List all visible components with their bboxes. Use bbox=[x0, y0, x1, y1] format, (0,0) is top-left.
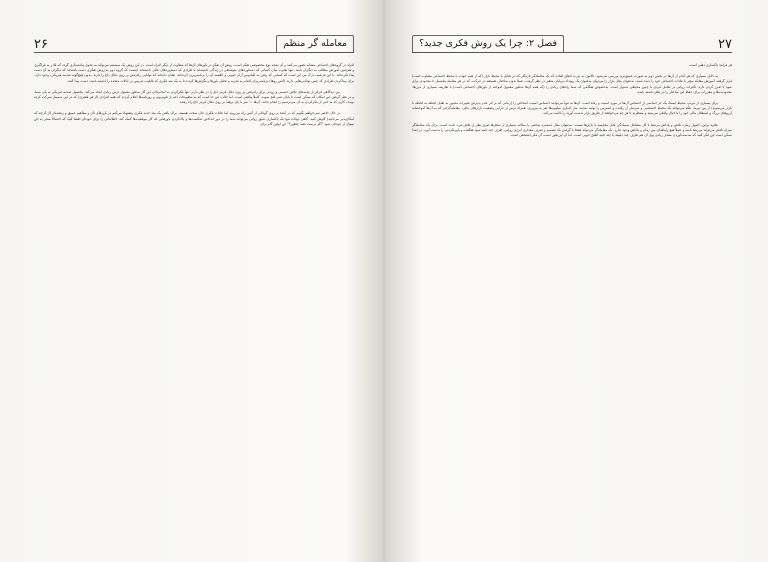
left-running-title-frame bbox=[276, 35, 354, 52]
right-page-number: ۲۷ bbox=[718, 37, 732, 52]
right-running-title: فصل ۲: چرا یک روش فکری جدید؟ bbox=[419, 38, 558, 49]
right-running-title-frame bbox=[412, 35, 564, 52]
left-paragraph-2: من دیدگاهی فراتر از پیامدهای تلاش جسمی و روحی برای راه‌رفتن بر روی ذغال قرمز داغ را در نظر دارم. تنها فکرکردن به انجام‌دادن این کار به‌طور معمول ترس زیادی ایجاد می‌کند. پتانسیل صدمه فیزیکی به پای شما، و در نظر گرفتن این امکان که ممکن است تا پایان عمر فلج شوید، کاملاً واقعی است. اما جالب این جا است که به مطبوعات اعم از تلویزیون و روزنامه‌ها اعلام کردند که همه افرادی (از هر قشری) که در این سمینار شرکت کرده بودند، کاری که ما حتی از فکرکردن به آن می‌ترسیم را انجام دادند. آن‌ها ۱۰ متر با پای برهنه بر روی ذغال قرمز داغ راه رفتند. bbox=[34, 89, 354, 105]
left-page-number: ۲۶ bbox=[34, 37, 48, 52]
right-page bbox=[384, 0, 768, 562]
right-paragraph-3: برای بسیاری از مردم، محیط ایستا، یک جز اساسی از احساس آن‌ها در مورد امنیت و رفاه است. آن‌ها نه تنها می‌توانند احساس امنیت اشخاص را (زمانی که بر اثر عدم پذیرش تغییرات مجبور به تقابل لحظه به لحظه با بازار می‌شوند) از بین ببرند، بلکه می‌توانند یک محیط احساسی و سرشار از رقابت و استرس را تولید نمایند. نیاز اجباری میلیون‌ها نفر به پیروزی، همراه ترس از خرابی وضعیت بازارهای مالی، معامله‌گرانی که به آن‌ها آموخته‌اند آرزوهای بزرگ و استقلال مالی خود را با خیال واقعی می‌بینند و منتظرند تا هر چه می‌خواهند از طریق بازار بدست آورند را ناامید می‌کند. bbox=[412, 101, 732, 116]
left-running-title: معامله گر منظم bbox=[283, 38, 347, 49]
left-page-body bbox=[34, 63, 354, 127]
right-paragraph-4: علاوه براین، اصول زمان، تلاش و پاداش مرتبط با کار مشاغل به‌سادگی قابل مقایسه با بازارها نیست. به‌عنوان مثال دستمزد ساعتی یا سالانه بسیاری از شغل‌ها صرف‌نظر از تلاش فرد، ثابت است. برای یک معامله‌گر میزان تلاش می‌تواند بی‌ربط باشد و عملاً هیچ رابطه‌ای بین زمان و پاداش وجود ندارد. یک معامله‌گر می‌تواند فقط با گرفتن یک تصمیم و صرف مقداری انرژی روانی، ظرف چند ثانیه سود هنگفت و باورنکردنی را بدست آورد. در ابتدا ممکن است این فکر کنید که به‌دست‌آوردن مقدار زیادی پول آن هم ظرف چند دقیقه یا چند ثانیه اتفاق خوبی است. اما آن این‌طور است، آن فکر اشتباهی است. bbox=[412, 122, 732, 138]
left-page-header bbox=[34, 26, 354, 53]
left-paragraph-1: افراد در گروه‌های اجتماعی مشابه تصور می‌کنند و آن نتیجه نوع مخصوصی تفکر است، روش آن تفکر در باورهای آن‌ها که متفاوت از دیگر افراد است. در این روش یک سیستم می‌تواند به نحوی پیاده‌سازی گردد که قادر به فراگیری و هم‌چنین آموزش مطالب به دیگران باشد. تنها تفاوت میان کسانی که دستاوردهای متوسطی در زندگی داشته‌اند با افرادی که دستاوردهای عالی داشته‌اند اینست که گروه دوم به روش تفکری دست یافته‌اند که دیگران به آن دست پیدا نکرده‌اند. با این فرضیه، درک من این است که کسانی که رفتن به اقیانوس آرام جنوبی و اطعمه آن را برنامه‌ریزی کرده‌اند، نشان داده‌اند که توانایی راه‌رفتن بر روی ذغال داغ را دارند، بدون هیچ‌گونه صدمه فیزیکی، وجود دارد. برای پیداکردن افرادی که چنین توانایی‌هایی دارند (آتش رو‌ها) برنامه‌ریزان اقدام به تجربه و تحلیل باورها و نگرش‌ها کردند تا به یک متد فکری که قابلیت تدریس در ایالات متحده را داشته باشد، دست پیدا کنند. bbox=[34, 63, 354, 83]
right-paragraph-2: به دلایل بسیاری که هر کدام از آن‌ها در بخش دوم به صورت عمیق‌تری بررسی می‌شود، تاکنون به ندرت اتفاق افتاده که یک معامله‌گر تازه‌کار که در تقابل با محیط بازار (که از همه جهات با محیط اجتماعی متفاوت است) قرار گرفته، آموزش مقابله مؤثر با عادات اجتماعی خود را دیده باشد. به‌عنوان مثال بازار را می‌توان به‌عنوان یک رویداد بی‌پایان متغیر در نظر گرفت، عملاً بدون ساختار، همیشه در حرکت، که در هر معامله پتانسیل تا محدودی برای سود یا ضرر کردن دارد. تأثیرات روانی در تعامل فردی با چنین محیطی دشوار است. به‌خصوص هنگامی که شما راه‌های زیادی را (که همه آن‌ها به‌طور معمول آموخته از باورهای اجتماعی است) با تعاریف بسیاری از مرزها، محدودیت‌ها و مقررات برای حفظ این ساختار را در نظر داشته باشد. bbox=[412, 74, 732, 94]
left-paragraph-3: در حال حاضر نمی‌خواهم بگویم که در آینده بر روی گودالی از آتش راه می‌روید اما عادات فکری جان سخت هستند. برای یافتن یک متد جدید فکری پیشنهاد می‌کنم در باورهای تان و مفاهیم عمیق و ریشه‌دار (از آن‌چه که امکان‌پذیر می‌دانید) کاوش کنید. گاهی اوقات تنها یک پاکسازی دقیق روانی می‌تواند شما را در دور انداختن شکست‌ها و پاک‌کردن باورهایی که کار موفقیت‌ها کمک کند. اطلاعاتی را برای خودتان افشا کنید که احتمالاً منجر به این سوال از خودتان شود "اگر درست نشد چطور؟" این اولین گام برای bbox=[34, 111, 354, 126]
right-paragraph-1: هر فرایند پاکسازی ذهنی است. bbox=[688, 63, 732, 67]
right-page-header bbox=[412, 26, 732, 53]
right-page-body bbox=[412, 63, 732, 138]
